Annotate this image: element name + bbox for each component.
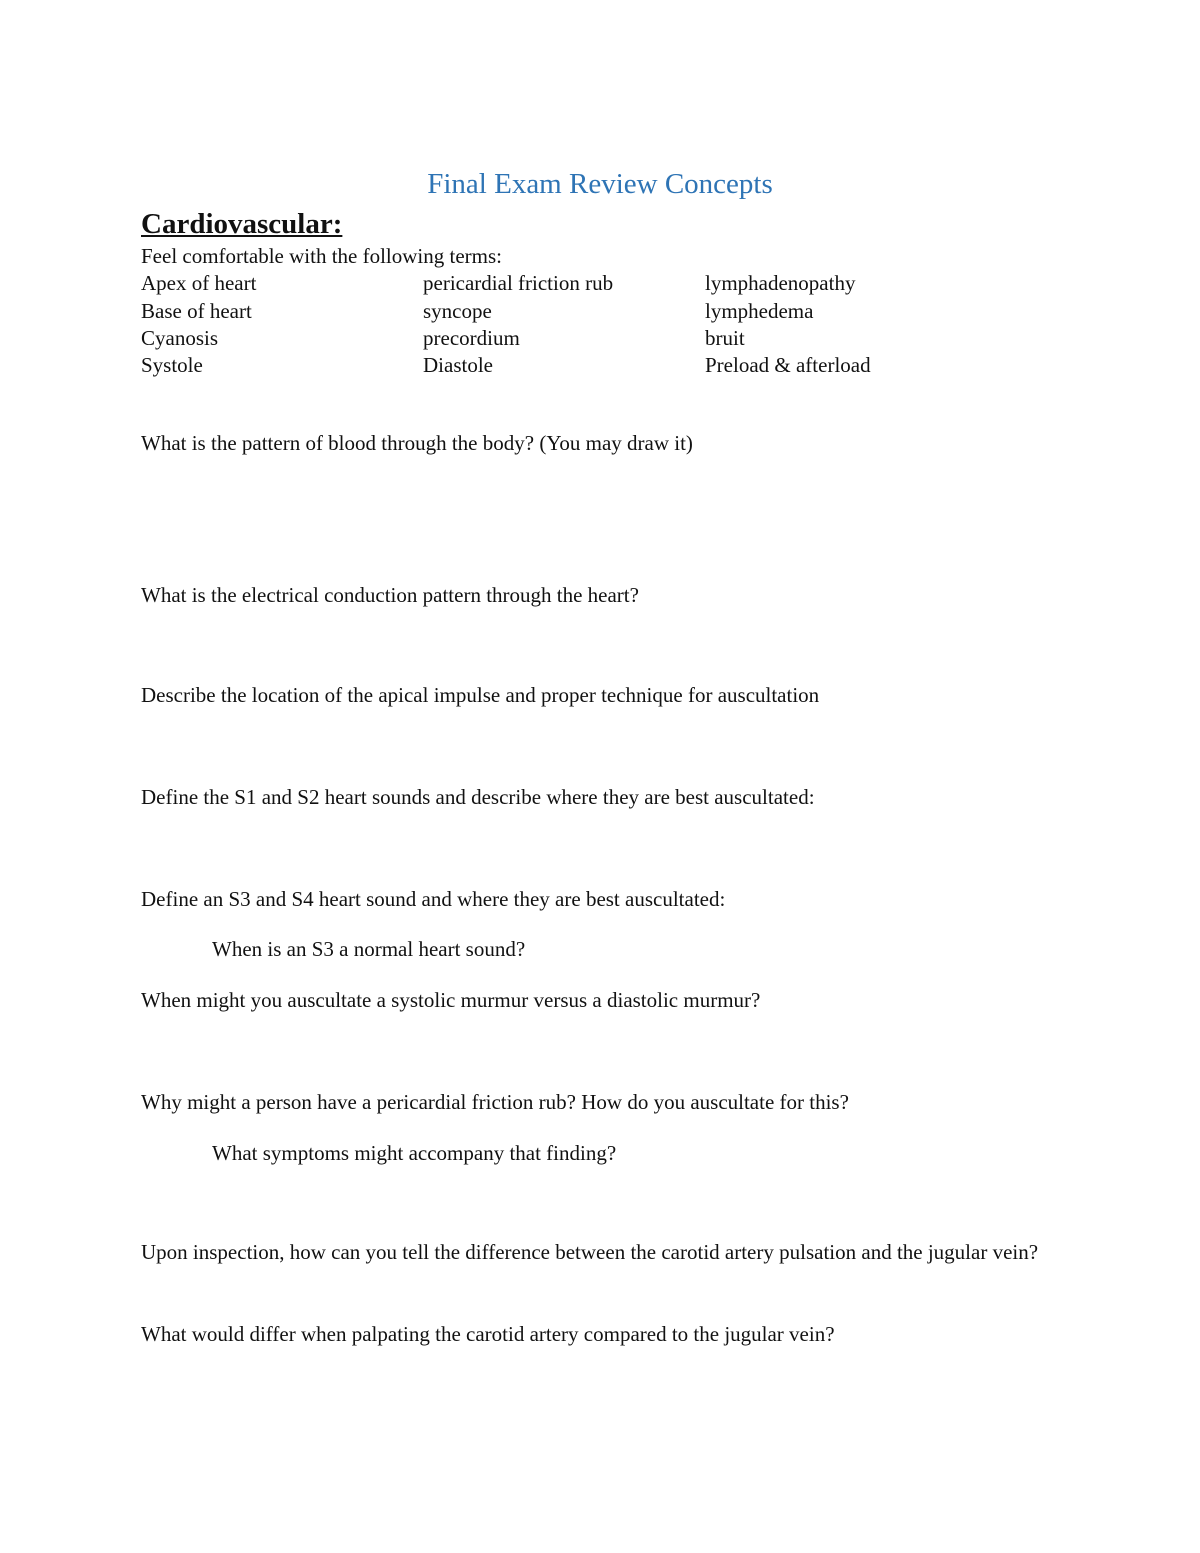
term: Apex of heart bbox=[141, 271, 257, 295]
question-apical-impulse: Describe the location of the apical impulse and proper technique for auscultation bbox=[141, 683, 820, 707]
question-blood-pattern: What is the pattern of blood through the body? (You may draw it) bbox=[141, 431, 693, 455]
term: precordium bbox=[423, 326, 520, 350]
term: lymphedema bbox=[705, 299, 814, 323]
terms-row bbox=[0, 328, 1200, 352]
term: Diastole bbox=[423, 353, 493, 377]
term: bruit bbox=[705, 326, 745, 350]
question-murmur: When might you auscultate a systolic murmur versus a diastolic murmur? bbox=[141, 988, 761, 1012]
term: Preload & afterload bbox=[705, 353, 871, 377]
section-heading: Cardiovascular: bbox=[141, 208, 343, 240]
terms-intro: Feel comfortable with the following terms: bbox=[141, 244, 502, 268]
term: Systole bbox=[141, 353, 203, 377]
term: Base of heart bbox=[141, 299, 252, 323]
document-title: Final Exam Review Concepts bbox=[427, 168, 773, 200]
question-electrical-conduction: What is the electrical conduction pattern through the heart? bbox=[141, 583, 639, 607]
terms-row bbox=[0, 355, 1200, 379]
term: syncope bbox=[423, 299, 492, 323]
question-carotid-inspection: Upon inspection, how can you tell the difference between the carotid artery pulsation and the jugular vein? bbox=[141, 1240, 1039, 1264]
term: Cyanosis bbox=[141, 326, 219, 350]
term: pericardial friction rub bbox=[423, 271, 614, 295]
terms-row bbox=[0, 301, 1200, 325]
question-s3-normal: When is an S3 a normal heart sound? bbox=[212, 937, 526, 961]
question-friction-rub: Why might a person have a pericardial friction rub? How do you auscultate for this? bbox=[141, 1090, 849, 1114]
question-s3-s4: Define an S3 and S4 heart sound and where they are best auscultated: bbox=[141, 887, 726, 911]
terms-row bbox=[0, 273, 1200, 297]
question-s1-s2: Define the S1 and S2 heart sounds and describe where they are best auscultated: bbox=[141, 785, 815, 809]
question-symptoms: What symptoms might accompany that finding? bbox=[212, 1141, 617, 1165]
term: lymphadenopathy bbox=[705, 271, 856, 295]
question-carotid-palpation: What would differ when palpating the carotid artery compared to the jugular vein? bbox=[141, 1322, 835, 1346]
